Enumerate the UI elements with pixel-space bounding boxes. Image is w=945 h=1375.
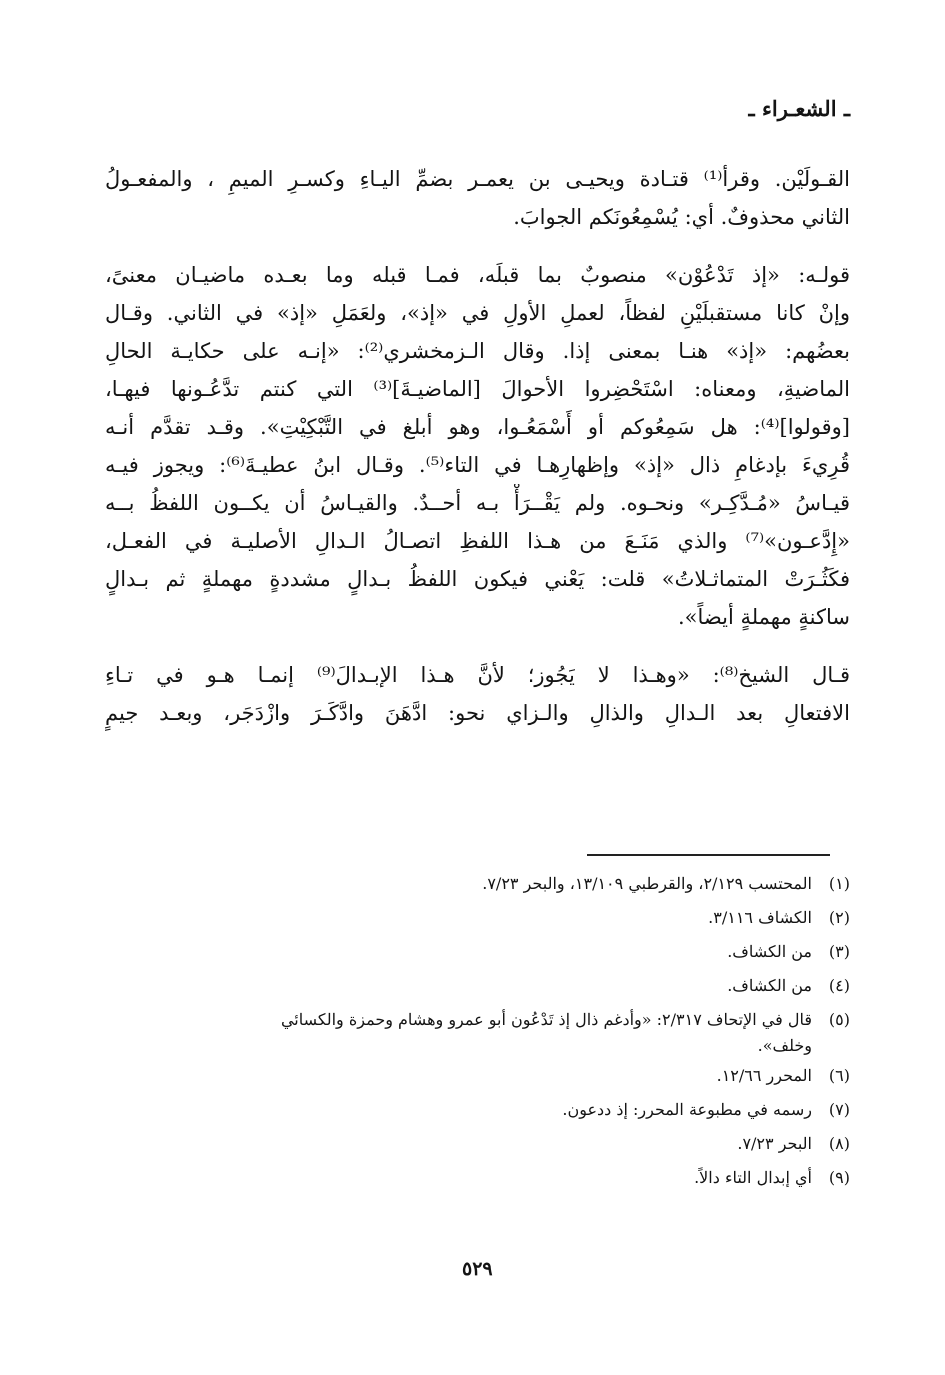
text-line: الافتعالِ بعد الـدالِ والذالِ والـزاي نحو: ادَّهَنَ وادَّكَـرَ وازْدَجَر، وبعـد جيمٍ (105, 701, 850, 725)
text-line: بعضُهم: «إذ» هنـا بمعنى إذا. وقال الـزمخشري⁽²⁾: «إنـه على حكايـة الحالِ (105, 339, 850, 363)
text-line: ساكنةٍ مهملةٍ أيضاً». (677, 605, 850, 629)
footnote (105, 1161, 850, 1195)
footnote (105, 1093, 850, 1127)
running-header: ـ الشعـراء ـ (748, 96, 850, 121)
footnotes (105, 867, 850, 1195)
paragraph (105, 256, 850, 636)
footnote-number: (٩) (828, 1168, 850, 1187)
text-line: القـولَيْن. وقرأ⁽¹⁾ قتـادة ويحيـى بن يعمـر بضمِّ اليـاءِ وكسـرِ الميمِ ، والمفعـولُ (105, 167, 850, 191)
footnote-text-block (105, 1003, 812, 1059)
main-text (105, 160, 850, 732)
footnote (105, 1003, 850, 1059)
text-line: الماضيةِ، ومعناه: اسْتَحْضِروا الأحوالَ [الماضيـةَ]⁽³⁾ التي كنتم تدَّعُـونها فيهـا، (105, 377, 850, 401)
footnote (105, 935, 850, 969)
footnote-number: (١) (828, 874, 850, 893)
text-line: «إِدَّعـون»⁽⁷⁾ والذي مَنَـعَ من هـذا اللفظِ اتصـالُ الـدالِ الأصليـة في الفعـل، (105, 529, 850, 553)
text-line: الثاني محذوفٌ. أي: يُسْمِعُونَكم الجوابَ. (513, 205, 850, 229)
footnote-number: (٢) (828, 908, 850, 927)
paragraph (105, 160, 850, 236)
footnote (105, 969, 850, 1003)
footnote-text: المحتسب ٢/١٢٩، والقرطبي ١٣/١٠٩، والبحر ٧/٢٣. (482, 874, 812, 893)
footnote-text: الكشاف ٣/١١٦. (708, 908, 812, 927)
text-line: قـال الشيخ⁽⁸⁾: «وهـذا لا يَجُوز؛ لأنَّ هـذا الإبـدالَ⁽⁹⁾ إنمـا هـو في تـاءِ (105, 663, 850, 687)
footnote (105, 1127, 850, 1161)
footnote-number: (٦) (828, 1066, 850, 1085)
footnote-number: (٨) (828, 1134, 850, 1153)
footnote-text: أي إبدال التاء دالاً. (694, 1168, 812, 1187)
text-line: فكَثُـرَتْ المتماثـلاتُ» قلت: يَعْني فيكون اللفظُ بـدالٍ مشددةٍ مهملةٍ ثم بـدالٍ (105, 567, 850, 591)
footnote-number: (٥) (828, 1010, 850, 1029)
paragraph (105, 656, 850, 732)
footnote-text: قال في الإتحاف ٢/٣١٧: «وأدغم ذال إذ تَدْعُون أبو عمرو وهشام وحمزة والكسائي (280, 1010, 812, 1029)
text-line: قولـه: «إذ تَدْعُوْن» منصوبٌ بما قبلَه، فمـا قبله وما بعـده ماضيـان معنىً، (105, 263, 850, 287)
footnote-number: (٤) (828, 976, 850, 995)
footnote-number: (٣) (828, 942, 850, 961)
footnote-text: من الكشاف. (727, 942, 812, 961)
text-line: قُرِيءَ بإدغامِ ذال «إذ» وإظهارِهـا في التاء⁽⁵⁾. وقـال ابنُ عطيـةَ⁽⁶⁾: ويجوز فيـه (105, 453, 850, 477)
footnote-text: رسمه في مطبوعة المحرر: إذ ددعون. (562, 1100, 812, 1119)
footnote-text-continuation: وخلف». (757, 1036, 812, 1055)
footnote (105, 1059, 850, 1093)
footnote (105, 867, 850, 901)
text-line: وإنْ كانا مستقبلَيْنِ لفظاً، لعملِ الأولِ في «إذ»، ولعَمَلِ «إذ» في الثاني. وقـال (105, 301, 850, 325)
text-line: [وقولوا]⁽⁴⁾: هل سَمِعُوكم أو أَسْمَعُـوا، وهو أبلغ في التَّبْكِيْتِ». وقـد تقدَّم أنـه (105, 415, 850, 439)
footnote-text: المحرر ١٢/٦٦. (716, 1066, 812, 1085)
footnote-separator (587, 854, 830, 856)
page-number: ٥٢٩ (462, 1258, 493, 1280)
text-line: قيـاسُ «مُـدَّكِـر» ونحـوه. ولم يَقْــرَأْ بـه أحــدٌ. والقيـاسُ أن يكــون اللفظُ بــه (105, 491, 850, 515)
footnote-number: (٧) (828, 1100, 850, 1119)
footnote-text: البحر ٧/٢٣. (737, 1134, 812, 1153)
footnote-text: من الكشاف. (727, 976, 812, 995)
footnote (105, 901, 850, 935)
